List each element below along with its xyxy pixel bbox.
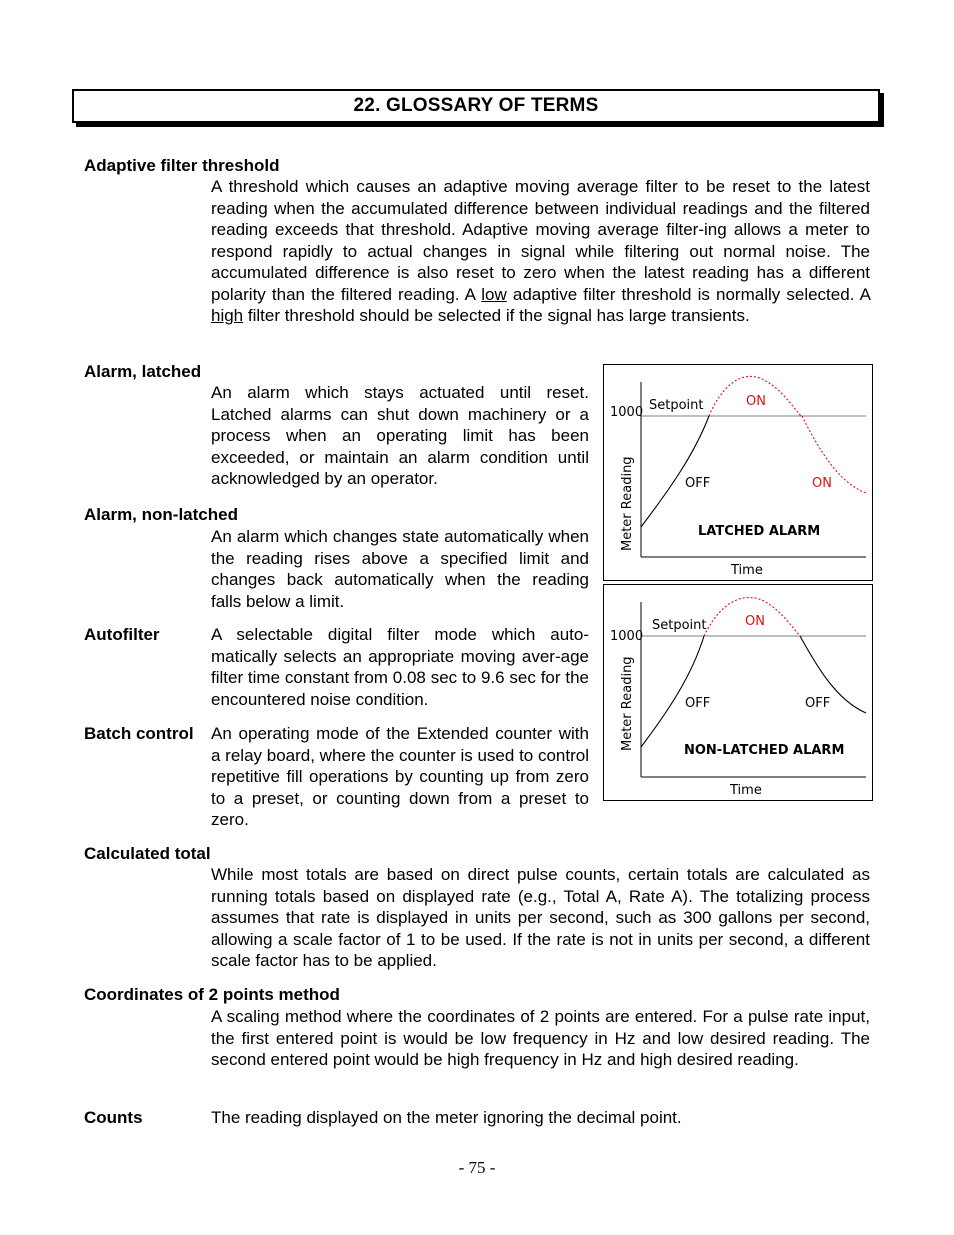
y-tick-label: 1000: [610, 629, 644, 644]
figure-caption: NON-LATCHED ALARM: [684, 743, 845, 758]
setpoint-label: Setpoint: [649, 398, 704, 413]
reading-curve-below-setpoint: [641, 416, 709, 527]
definition-alarm-non-latched: An alarm which changes state automatically when the reading rises above a specified limit and changes back automatically when the reading falls below a limit.: [211, 527, 589, 611]
definition-counts: The reading displayed on the meter ignoring the decimal point.: [211, 1108, 682, 1127]
y-axis-label: Meter Reading: [620, 656, 635, 751]
page-number: - 75 -: [458, 1158, 496, 1177]
underlined-high: high: [211, 306, 244, 325]
definition-batch-control: An operating mode of the Extended counter with a relay board, where the counter is used to control repetitive fill operations by counting up from zero to a preset, or counting down from a preset to zero.: [211, 724, 589, 829]
state-on-latched-label: ON: [812, 476, 832, 491]
setpoint-label: Setpoint: [652, 618, 707, 633]
section-title: [72, 89, 880, 123]
non-latched-alarm-figure: [603, 584, 873, 801]
section-title-text: 22. GLOSSARY OF TERMS: [353, 95, 599, 116]
reading-curve-rising: [641, 636, 704, 747]
definition-text: adaptive filter threshold is normally selected. A: [512, 284, 871, 304]
state-on-label: ON: [745, 614, 765, 629]
latched-alarm-figure: [603, 364, 873, 581]
state-on-label: ON: [746, 394, 766, 409]
non-latched-alarm-diagram: [604, 585, 872, 800]
underlined-low: low: [481, 284, 507, 304]
term-coordinates-of-2-points: Coordinates of 2 points method: [84, 985, 340, 1004]
definition-text: A threshold which causes an adaptive moving average filter to be reset to the latest reading when the accumulated difference between individual readings and the filtered reading exceeds that threshold. Adaptive moving average filter-ing allows a meter to respond rapidly to actual changes in signal while filtering out normal noise. The accumulated difference is also reset to zero when the latest reading has a different polarity than the filtered reading. A: [211, 177, 870, 304]
definition-autofilter: A selectable digital filter mode which auto-matically selects an appropriate moving aver-age filter time constant from 0.08 sec to 9.6 sec for the encountered noise condition.: [211, 625, 589, 709]
definition-calculated-total: While most totals are based on direct pulse counts, certain totals are calculated as running totals based on displayed rate (e.g., Total A, Rate A). The totalizing process assumes that rate is displayed in units per second, such as 300 gallons per second, allowing a scale factor of 1 to be used. If the rate is not in units per second, a different scale factor has to be applied.: [211, 865, 870, 970]
term-calculated-total: Calculated total: [84, 844, 211, 863]
state-off-label-right: OFF: [805, 696, 831, 711]
definition-coordinates-of-2-points: A scaling method where the coordinates of 2 points are entered. For a pulse rate input, the first entered point is would be low frequency in Hz and low desired reading. The second entered point would be high frequency in Hz and high desired reading.: [211, 1007, 870, 1069]
y-tick-label: 1000: [610, 405, 644, 420]
term-alarm-non-latched: Alarm, non-latched: [84, 505, 238, 524]
term-autofilter: Autofilter: [84, 625, 160, 644]
definition-adaptive-filter-threshold: [211, 176, 870, 327]
latched-alarm-diagram: [604, 365, 872, 580]
term-alarm-latched: Alarm, latched: [84, 362, 202, 381]
x-axis-label: Time: [731, 563, 763, 578]
term-batch-control: Batch control: [84, 724, 194, 743]
y-axis-label: Meter Reading: [620, 456, 635, 551]
definition-text: filter threshold should be selected if the signal has large transients.: [247, 306, 750, 325]
definition-alarm-latched: An alarm which stays actuated until reset. Latched alarms can shut down machinery or a process when an operating limit has been exceeded, or maintain an alarm condition until acknowledged by an operator.: [211, 383, 589, 488]
figure-caption: LATCHED ALARM: [698, 524, 821, 539]
term-adaptive-filter-threshold: Adaptive filter threshold: [84, 156, 280, 175]
state-off-label-left: OFF: [685, 696, 711, 711]
state-off-label: OFF: [685, 476, 711, 491]
term-counts: Counts: [84, 1108, 143, 1127]
x-axis-label: Time: [730, 783, 762, 798]
